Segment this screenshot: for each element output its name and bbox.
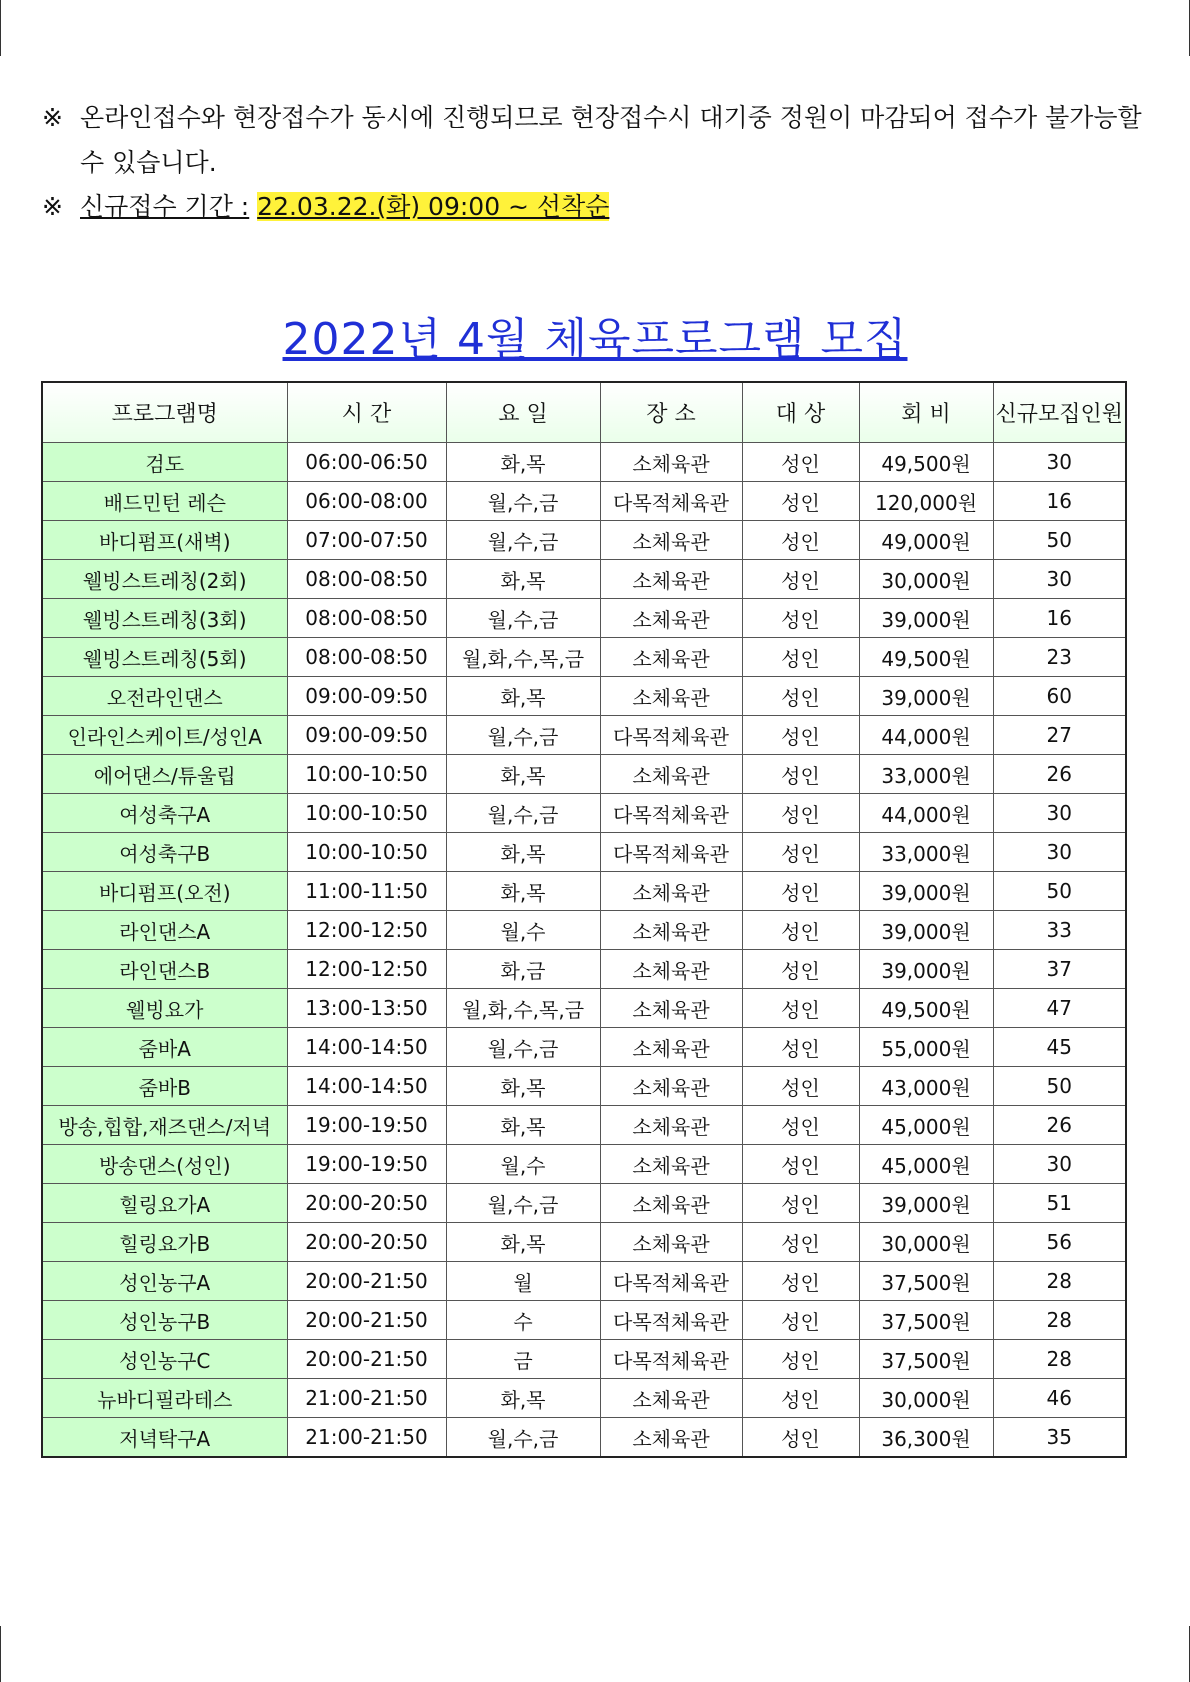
cell-new-recruits: 50 [993, 521, 1126, 560]
cell-target: 성인 [742, 833, 859, 872]
header-fee: 회 비 [859, 382, 993, 443]
cell-fee: 39,000원 [859, 911, 993, 950]
cell-new-recruits: 37 [993, 950, 1126, 989]
cell-place: 다목적체육관 [600, 1301, 742, 1340]
cell-program-name: 웰빙요가 [42, 989, 287, 1028]
table-row [42, 677, 1126, 716]
cell-program-name: 성인농구C [42, 1340, 287, 1379]
cell-program-name: 줌바B [42, 1067, 287, 1106]
registration-period-value: 22.03.22.(화) 09:00 ~ 선착순 [257, 192, 610, 221]
notice-line-2: 수 있습니다. [80, 148, 217, 177]
cell-target: 성인 [742, 1067, 859, 1106]
cell-target: 성인 [742, 521, 859, 560]
table-row [42, 1223, 1126, 1262]
table-row [42, 1262, 1126, 1301]
cell-place: 다목적체육관 [600, 1262, 742, 1301]
cell-fee: 37,500원 [859, 1301, 993, 1340]
cell-time: 12:00-12:50 [287, 950, 446, 989]
cell-program-name: 뉴바디필라테스 [42, 1379, 287, 1418]
cell-program-name: 에어댄스/튜울립 [42, 755, 287, 794]
cell-fee: 49,500원 [859, 443, 993, 482]
cell-new-recruits: 50 [993, 1067, 1126, 1106]
cell-fee: 30,000원 [859, 1379, 993, 1418]
table-row [42, 1379, 1126, 1418]
cell-new-recruits: 45 [993, 1028, 1126, 1067]
cell-target: 성인 [742, 755, 859, 794]
cell-new-recruits: 60 [993, 677, 1126, 716]
cell-fee: 39,000원 [859, 1184, 993, 1223]
table-row [42, 755, 1126, 794]
cell-days: 월,수,금 [446, 1028, 600, 1067]
cell-target: 성인 [742, 1379, 859, 1418]
cell-target: 성인 [742, 1340, 859, 1379]
cell-program-name: 여성축구B [42, 833, 287, 872]
cell-time: 13:00-13:50 [287, 989, 446, 1028]
cell-target: 성인 [742, 716, 859, 755]
cell-place: 소체육관 [600, 1379, 742, 1418]
cell-target: 성인 [742, 1223, 859, 1262]
cell-program-name: 바디펌프(오전) [42, 872, 287, 911]
cell-program-name: 배드민턴 레슨 [42, 482, 287, 521]
cell-time: 20:00-21:50 [287, 1262, 446, 1301]
program-table [41, 381, 1127, 1458]
cell-target: 성인 [742, 1106, 859, 1145]
corner-mark-top-left [0, 0, 1, 56]
cell-fee: 49,000원 [859, 521, 993, 560]
cell-program-name: 힐링요가A [42, 1184, 287, 1223]
cell-target: 성인 [742, 443, 859, 482]
cell-fee: 49,500원 [859, 989, 993, 1028]
notice-online-onsite-cont [42, 148, 217, 178]
cell-days: 화,목 [446, 1223, 600, 1262]
cell-days: 화,목 [446, 677, 600, 716]
cell-fee: 33,000원 [859, 833, 993, 872]
cell-time: 19:00-19:50 [287, 1145, 446, 1184]
cell-days: 월,화,수,목,금 [446, 638, 600, 677]
cell-place: 소체육관 [600, 677, 742, 716]
cell-fee: 33,000원 [859, 755, 993, 794]
cell-time: 09:00-09:50 [287, 716, 446, 755]
table-row [42, 872, 1126, 911]
cell-new-recruits: 16 [993, 599, 1126, 638]
table-row [42, 599, 1126, 638]
cell-place: 소체육관 [600, 911, 742, 950]
cell-days: 금 [446, 1340, 600, 1379]
cell-days: 월,수,금 [446, 599, 600, 638]
cell-days: 월,수,금 [446, 794, 600, 833]
cell-target: 성인 [742, 794, 859, 833]
cell-target: 성인 [742, 1418, 859, 1458]
reference-mark: ※ [42, 103, 63, 132]
cell-days: 화,금 [446, 950, 600, 989]
cell-place: 다목적체육관 [600, 1340, 742, 1379]
cell-target: 성인 [742, 1301, 859, 1340]
cell-target: 성인 [742, 911, 859, 950]
cell-days: 수 [446, 1301, 600, 1340]
table-row [42, 911, 1126, 950]
cell-new-recruits: 30 [993, 794, 1126, 833]
table-row [42, 1145, 1126, 1184]
page-title: 2022년 4월 체육프로그램 모집 [282, 314, 908, 365]
table-row [42, 794, 1126, 833]
cell-program-name: 웰빙스트레칭(3회) [42, 599, 287, 638]
cell-program-name: 줌바A [42, 1028, 287, 1067]
cell-place: 소체육관 [600, 755, 742, 794]
cell-new-recruits: 51 [993, 1184, 1126, 1223]
cell-program-name: 힐링요가B [42, 1223, 287, 1262]
cell-new-recruits: 28 [993, 1301, 1126, 1340]
cell-time: 06:00-06:50 [287, 443, 446, 482]
cell-target: 성인 [742, 1028, 859, 1067]
cell-days: 월,수,금 [446, 521, 600, 560]
cell-place: 소체육관 [600, 1067, 742, 1106]
cell-new-recruits: 30 [993, 560, 1126, 599]
header-new-recruits: 신규모집인원 [993, 382, 1126, 443]
cell-place: 소체육관 [600, 1184, 742, 1223]
cell-program-name: 성인농구A [42, 1262, 287, 1301]
cell-target: 성인 [742, 1145, 859, 1184]
cell-target: 성인 [742, 638, 859, 677]
cell-new-recruits: 33 [993, 911, 1126, 950]
cell-fee: 39,000원 [859, 677, 993, 716]
cell-days: 화,목 [446, 443, 600, 482]
cell-time: 07:00-07:50 [287, 521, 446, 560]
cell-days: 화,목 [446, 872, 600, 911]
cell-days: 월,수 [446, 1145, 600, 1184]
notice-online-onsite [42, 103, 1142, 133]
table-header [42, 382, 1126, 443]
cell-days: 월,수,금 [446, 482, 600, 521]
cell-program-name: 라인댄스B [42, 950, 287, 989]
cell-fee: 39,000원 [859, 872, 993, 911]
cell-days: 월 [446, 1262, 600, 1301]
cell-program-name: 인라인스케이트/성인A [42, 716, 287, 755]
table-row [42, 833, 1126, 872]
cell-new-recruits: 23 [993, 638, 1126, 677]
cell-target: 성인 [742, 872, 859, 911]
cell-place: 소체육관 [600, 1028, 742, 1067]
table-row [42, 716, 1126, 755]
cell-fee: 43,000원 [859, 1067, 993, 1106]
cell-days: 화,목 [446, 1106, 600, 1145]
table-row [42, 521, 1126, 560]
cell-time: 10:00-10:50 [287, 833, 446, 872]
cell-place: 소체육관 [600, 443, 742, 482]
cell-place: 다목적체육관 [600, 833, 742, 872]
cell-program-name: 웰빙스트레칭(5회) [42, 638, 287, 677]
cell-target: 성인 [742, 482, 859, 521]
table-row [42, 1067, 1126, 1106]
cell-new-recruits: 56 [993, 1223, 1126, 1262]
cell-new-recruits: 26 [993, 1106, 1126, 1145]
cell-days: 월,수,금 [446, 716, 600, 755]
notice-registration-period [42, 192, 609, 222]
cell-program-name: 검도 [42, 443, 287, 482]
cell-days: 월,수,금 [446, 1418, 600, 1458]
cell-program-name: 라인댄스A [42, 911, 287, 950]
table-row [42, 1418, 1126, 1458]
table-row [42, 638, 1126, 677]
cell-new-recruits: 28 [993, 1262, 1126, 1301]
table-row [42, 1184, 1126, 1223]
cell-place: 소체육관 [600, 560, 742, 599]
table-row [42, 1028, 1126, 1067]
cell-fee: 39,000원 [859, 599, 993, 638]
cell-time: 20:00-20:50 [287, 1184, 446, 1223]
header-target: 대 상 [742, 382, 859, 443]
cell-time: 21:00-21:50 [287, 1418, 446, 1458]
table-row [42, 560, 1126, 599]
cell-time: 08:00-08:50 [287, 638, 446, 677]
cell-new-recruits: 27 [993, 716, 1126, 755]
cell-time: 09:00-09:50 [287, 677, 446, 716]
cell-target: 성인 [742, 1184, 859, 1223]
header-time: 시 간 [287, 382, 446, 443]
cell-time: 08:00-08:50 [287, 599, 446, 638]
cell-place: 소체육관 [600, 1418, 742, 1458]
cell-target: 성인 [742, 950, 859, 989]
cell-new-recruits: 30 [993, 443, 1126, 482]
cell-fee: 37,500원 [859, 1262, 993, 1301]
cell-program-name: 저녁탁구A [42, 1418, 287, 1458]
cell-program-name: 성인농구B [42, 1301, 287, 1340]
cell-fee: 45,000원 [859, 1145, 993, 1184]
header-row [42, 382, 1126, 443]
cell-fee: 45,000원 [859, 1106, 993, 1145]
cell-place: 소체육관 [600, 872, 742, 911]
table-row [42, 1301, 1126, 1340]
cell-time: 14:00-14:50 [287, 1067, 446, 1106]
notice-line-1: 온라인접수와 현장접수가 동시에 진행되므로 현장접수시 대기중 정원이 마감되어 접수가 불가능할 [80, 103, 1142, 132]
cell-time: 11:00-11:50 [287, 872, 446, 911]
cell-fee: 44,000원 [859, 716, 993, 755]
cell-time: 21:00-21:50 [287, 1379, 446, 1418]
cell-place: 소체육관 [600, 521, 742, 560]
cell-days: 월,수,금 [446, 1184, 600, 1223]
cell-fee: 37,500원 [859, 1340, 993, 1379]
header-program-name: 프로그램명 [42, 382, 287, 443]
cell-days: 화,목 [446, 755, 600, 794]
cell-fee: 120,000원 [859, 482, 993, 521]
cell-program-name: 웰빙스트레칭(2회) [42, 560, 287, 599]
cell-new-recruits: 16 [993, 482, 1126, 521]
cell-place: 다목적체육관 [600, 716, 742, 755]
cell-place: 소체육관 [600, 1106, 742, 1145]
registration-period-label: 신규접수 기간 : [80, 192, 250, 221]
cell-target: 성인 [742, 599, 859, 638]
cell-time: 06:00-08:00 [287, 482, 446, 521]
cell-program-name: 방송댄스(성인) [42, 1145, 287, 1184]
cell-days: 화,목 [446, 1379, 600, 1418]
cell-new-recruits: 30 [993, 1145, 1126, 1184]
table-row [42, 482, 1126, 521]
cell-place: 소체육관 [600, 1223, 742, 1262]
cell-days: 화,목 [446, 1067, 600, 1106]
cell-fee: 49,500원 [859, 638, 993, 677]
cell-new-recruits: 28 [993, 1340, 1126, 1379]
cell-fee: 36,300원 [859, 1418, 993, 1458]
cell-new-recruits: 46 [993, 1379, 1126, 1418]
cell-program-name: 바디펌프(새벽) [42, 521, 287, 560]
cell-place: 소체육관 [600, 989, 742, 1028]
header-place: 장 소 [600, 382, 742, 443]
cell-new-recruits: 26 [993, 755, 1126, 794]
table-row [42, 1340, 1126, 1379]
cell-place: 소체육관 [600, 599, 742, 638]
cell-target: 성인 [742, 677, 859, 716]
table-row [42, 443, 1126, 482]
cell-time: 08:00-08:50 [287, 560, 446, 599]
cell-place: 다목적체육관 [600, 794, 742, 833]
cell-program-name: 오전라인댄스 [42, 677, 287, 716]
header-days: 요 일 [446, 382, 600, 443]
cell-time: 20:00-21:50 [287, 1340, 446, 1379]
table-row [42, 950, 1126, 989]
cell-place: 소체육관 [600, 638, 742, 677]
table-row [42, 989, 1126, 1028]
cell-new-recruits: 47 [993, 989, 1126, 1028]
cell-new-recruits: 35 [993, 1418, 1126, 1458]
cell-days: 화,목 [446, 833, 600, 872]
cell-program-name: 여성축구A [42, 794, 287, 833]
cell-time: 10:00-10:50 [287, 794, 446, 833]
cell-target: 성인 [742, 989, 859, 1028]
table-row [42, 1106, 1126, 1145]
cell-days: 월,화,수,목,금 [446, 989, 600, 1028]
table-body [42, 443, 1126, 1458]
cell-time: 20:00-21:50 [287, 1301, 446, 1340]
cell-program-name: 방송,힙합,재즈댄스/저녁 [42, 1106, 287, 1145]
cell-fee: 30,000원 [859, 1223, 993, 1262]
cell-time: 14:00-14:50 [287, 1028, 446, 1067]
cell-place: 다목적체육관 [600, 482, 742, 521]
cell-fee: 55,000원 [859, 1028, 993, 1067]
reference-mark: ※ [42, 192, 63, 221]
cell-time: 12:00-12:50 [287, 911, 446, 950]
cell-target: 성인 [742, 1262, 859, 1301]
cell-fee: 30,000원 [859, 560, 993, 599]
cell-new-recruits: 30 [993, 833, 1126, 872]
cell-days: 월,수 [446, 911, 600, 950]
cell-time: 19:00-19:50 [287, 1106, 446, 1145]
cell-place: 소체육관 [600, 1145, 742, 1184]
cell-fee: 39,000원 [859, 950, 993, 989]
cell-time: 20:00-20:50 [287, 1223, 446, 1262]
cell-place: 소체육관 [600, 950, 742, 989]
cell-target: 성인 [742, 560, 859, 599]
cell-days: 화,목 [446, 560, 600, 599]
cell-fee: 44,000원 [859, 794, 993, 833]
corner-mark-bottom-left [0, 1626, 1, 1682]
cell-time: 10:00-10:50 [287, 755, 446, 794]
cell-new-recruits: 50 [993, 872, 1126, 911]
